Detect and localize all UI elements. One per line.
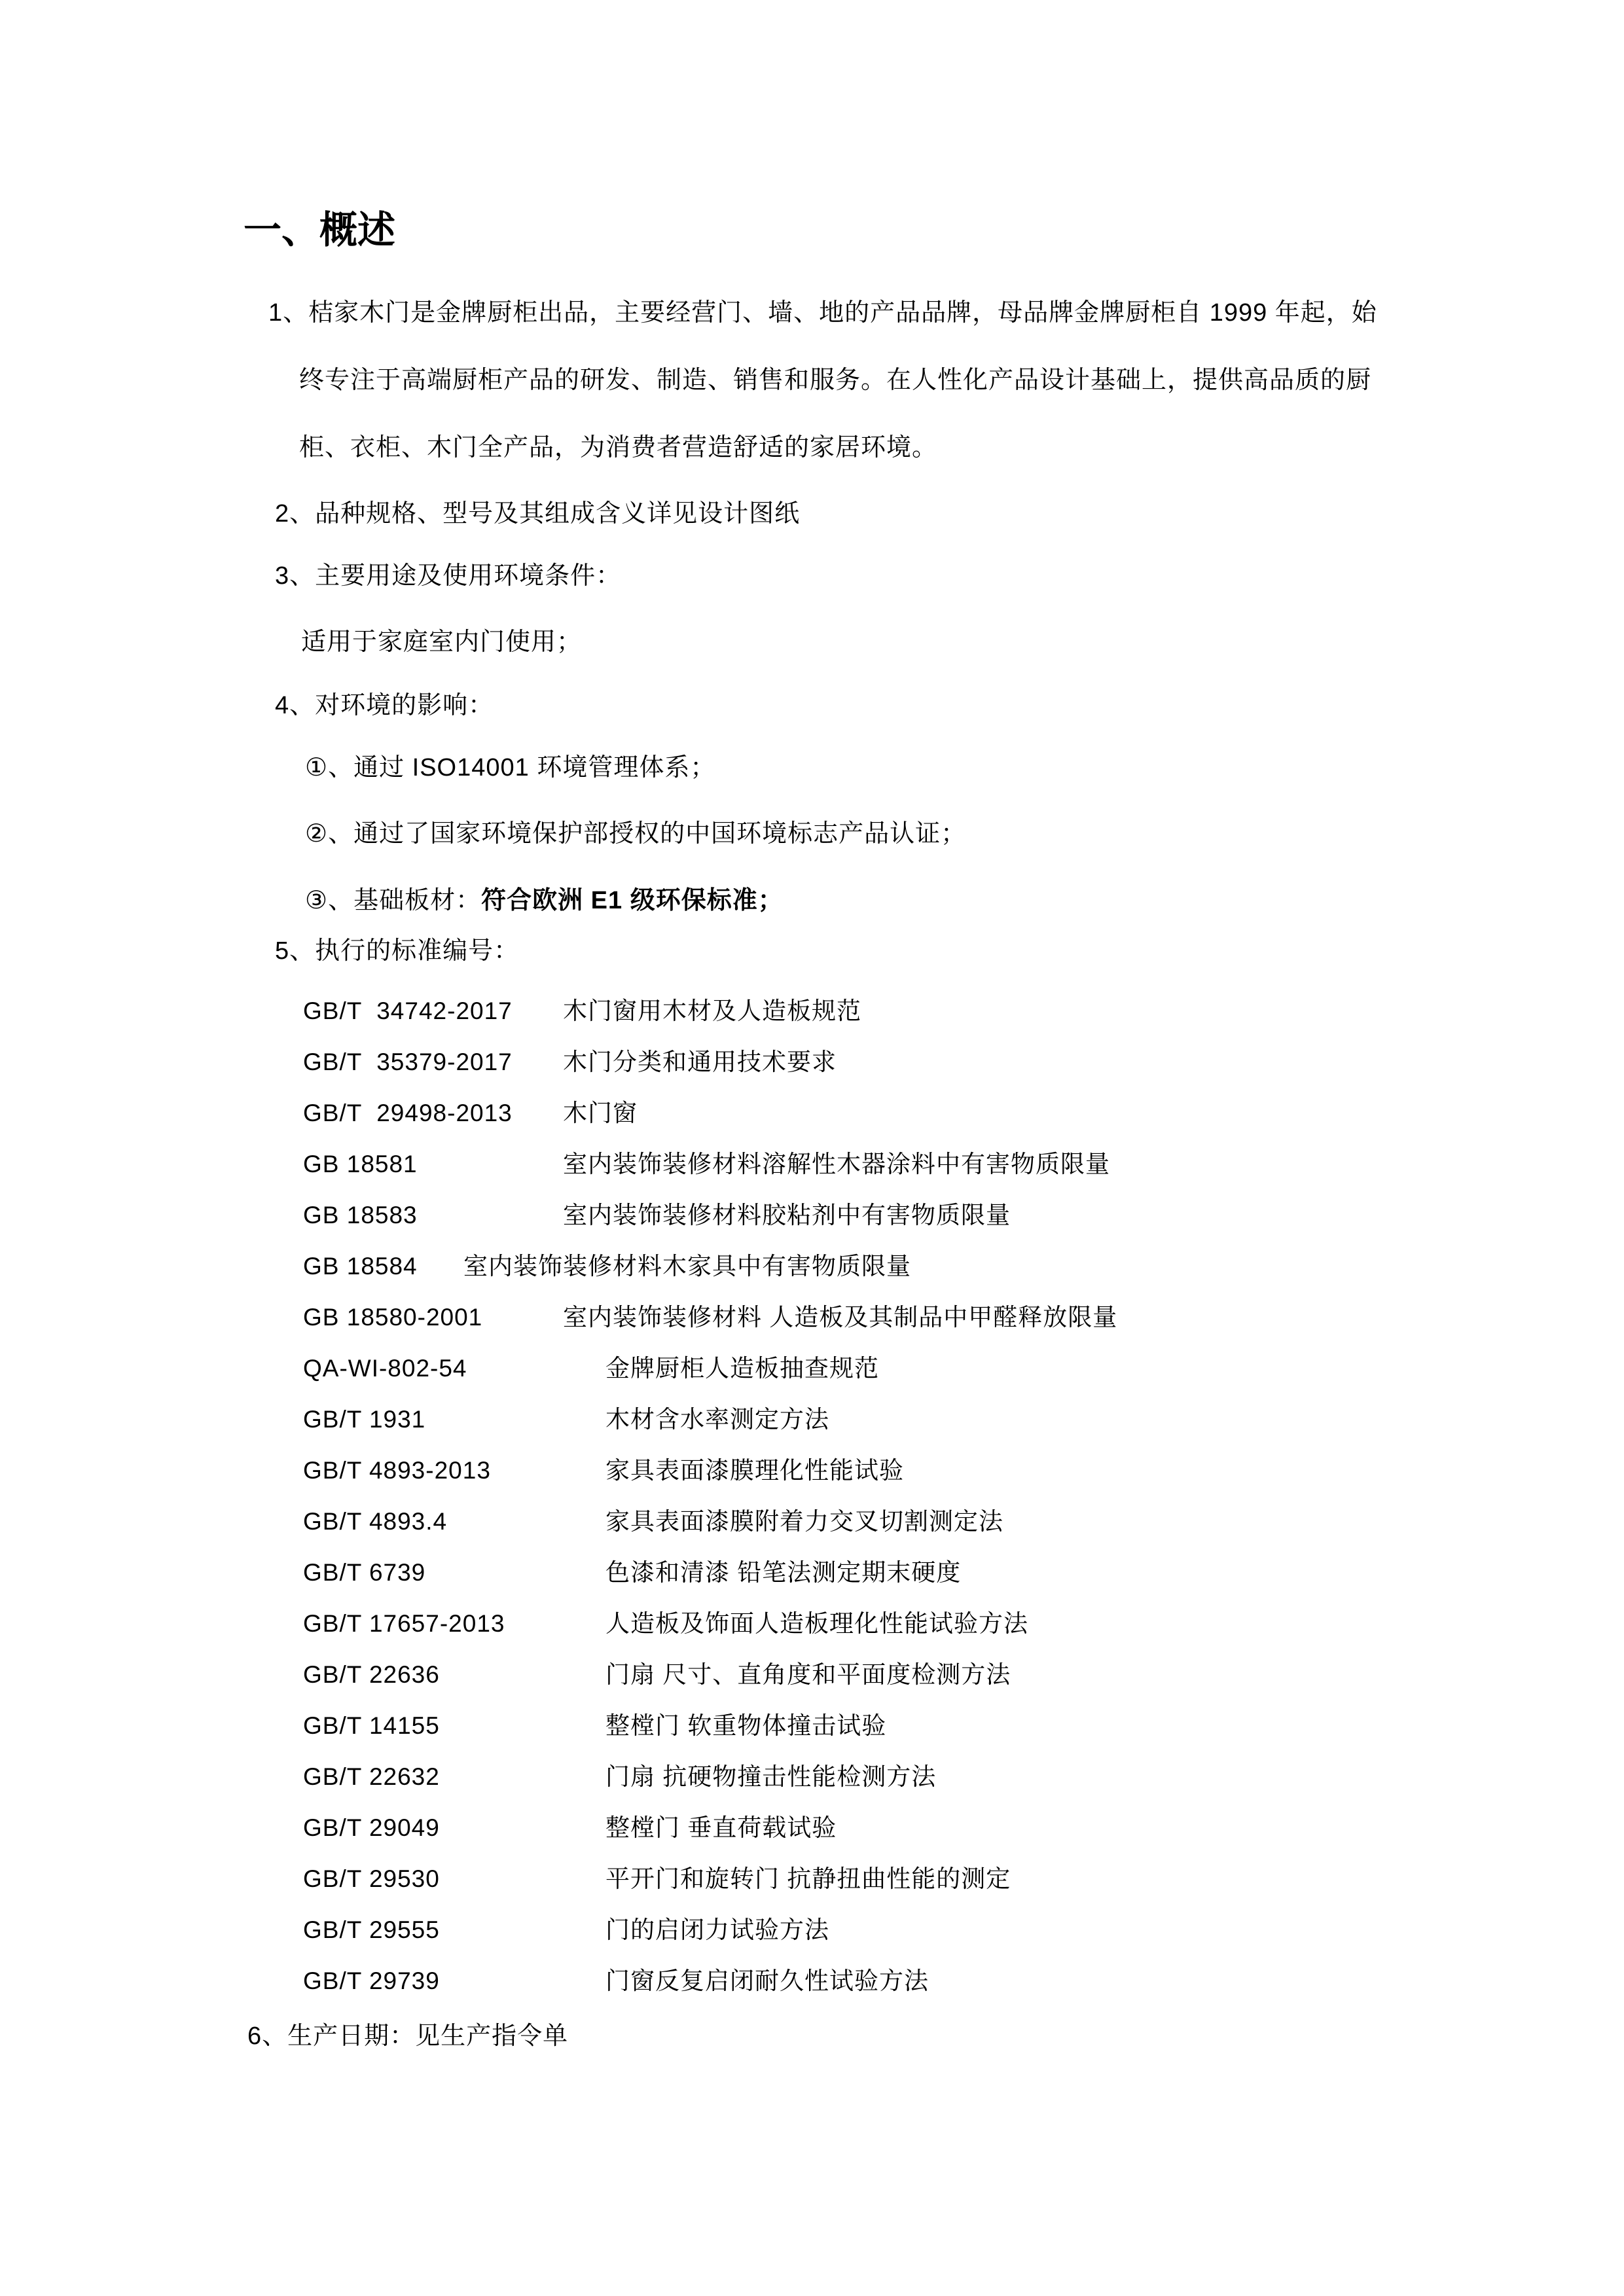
standard-desc: 色漆和清漆 铅笔法测定期末硬度: [605, 1559, 962, 1586]
standard-desc: 整樘门 软重物体撞击试验: [605, 1712, 887, 1739]
standard-desc: 家具表面漆膜理化性能试验: [605, 1457, 904, 1484]
item-3-number: 3、: [275, 562, 316, 590]
standard-desc: 金牌厨柜人造板抽查规范: [605, 1355, 879, 1382]
env-item-3-text: 基础板材：: [353, 887, 482, 914]
standard-row: [0, 1965, 1624, 1997]
env-item-3: [305, 885, 784, 916]
standard-row: [0, 996, 1624, 1027]
section-heading: 一、概述: [244, 209, 396, 251]
standard-row: [0, 1200, 1624, 1231]
standard-code: GB/T 6739: [303, 1559, 426, 1586]
standard-desc: 木门分类和通用技术要求: [563, 1049, 837, 1075]
standard-code: GB/T 29530: [303, 1865, 440, 1892]
standard-code: GB/T 29555: [303, 1916, 440, 1943]
standard-code: GB/T 34742-2017: [303, 997, 513, 1024]
standard-code: GB/T 4893.4: [303, 1508, 448, 1535]
env-item-2: [305, 818, 966, 850]
standard-code: GB/T 1931: [303, 1406, 426, 1433]
standard-desc: 门扇 抗硬物撞击性能检测方法: [605, 1763, 937, 1790]
standard-code: GB/T 22632: [303, 1763, 440, 1790]
item-5-text: 执行的标准编号：: [315, 937, 520, 965]
standard-code: QA-WI-802-54: [303, 1355, 467, 1382]
env-item-3-bold-text: 符合欧洲 E1 级环保标准；: [481, 887, 784, 914]
standard-desc: 室内装饰装修材料 人造板及其制品中甲醛释放限量: [563, 1304, 1118, 1331]
item-1-line-1: [268, 297, 1377, 329]
standard-row: [0, 1557, 1624, 1588]
env-item-1-text: 通过 ISO14001 环境管理体系；: [353, 754, 716, 781]
item-2-text: 品种规格、型号及其组成含义详见设计图纸: [315, 500, 801, 528]
standard-desc: 整樘门 垂直荷载试验: [605, 1814, 837, 1841]
standard-code: GB/T 17657-2013: [303, 1610, 505, 1637]
standard-row: [0, 1098, 1624, 1129]
standard-desc: 木门窗用木材及人造板规范: [563, 997, 861, 1024]
standard-desc: 木门窗: [563, 1100, 638, 1126]
standard-row: [0, 1914, 1624, 1946]
standard-code: GB 18580-2001: [303, 1304, 483, 1331]
item-2-number: 2、: [275, 500, 316, 528]
item-4: [275, 690, 494, 721]
standard-desc: 木材含水率测定方法: [605, 1406, 829, 1433]
item-4-text: 对环境的影响：: [315, 692, 494, 719]
standard-desc: 门窗反复启闭耐久性试验方法: [605, 1967, 929, 1994]
item-6: [247, 2020, 568, 2052]
standard-code: GB/T 29739: [303, 1967, 440, 1994]
item-1-number: 1、: [268, 299, 309, 327]
env-item-2-text: 通过了国家环境保护部授权的中国环境标志产品认证；: [353, 820, 967, 848]
standard-desc: 人造板及饰面人造板理化性能试验方法: [605, 1610, 1028, 1637]
standard-row: [0, 1710, 1624, 1742]
item-5: [275, 935, 519, 967]
standard-row: [0, 1863, 1624, 1895]
standard-code: GB 18581: [303, 1151, 418, 1177]
item-3-sub-line: 适用于家庭室内门使用；: [301, 628, 583, 656]
standard-row: [0, 1404, 1624, 1435]
standard-desc: 平开门和旋转门 抗静扭曲性能的测定: [605, 1865, 1011, 1892]
standard-row: [0, 1047, 1624, 1078]
standard-row: [0, 1251, 1624, 1282]
standard-row: [0, 1812, 1624, 1844]
standard-row: [0, 1659, 1624, 1691]
item-4-number: 4、: [275, 692, 316, 719]
env-item-1-number: ①、: [305, 754, 354, 781]
item-1-text-line-1: 桔家木门是金牌厨柜出品，主要经营门、墙、地的产品品牌，母品牌金牌厨柜自 1999 年起，始: [308, 299, 1377, 327]
standard-row: [0, 1353, 1624, 1384]
standard-row: [0, 1506, 1624, 1537]
standard-code: GB/T 35379-2017: [303, 1049, 513, 1075]
standard-code: GB/T 29049: [303, 1814, 440, 1841]
standard-code: GB 18583: [303, 1202, 418, 1229]
standard-row: [0, 1455, 1624, 1486]
item-5-number: 5、: [275, 937, 316, 965]
standard-row: [0, 1608, 1624, 1640]
standard-desc: 室内装饰装修材料木家具中有害物质限量: [463, 1253, 911, 1280]
item-6-number: 6、: [247, 2022, 288, 2050]
env-item-3-number: ③、: [305, 887, 354, 914]
item-2: [275, 498, 800, 529]
item-6-text: 生产日期：见生产指令单: [287, 2022, 569, 2050]
env-item-1: [305, 752, 715, 783]
standard-code: GB/T 29498-2013: [303, 1100, 513, 1126]
standard-row: [0, 1149, 1624, 1180]
item-3-text: 主要用途及使用环境条件：: [315, 562, 622, 590]
standard-code: GB/T 22636: [303, 1661, 440, 1688]
env-item-2-number: ②、: [305, 820, 354, 848]
standard-desc: 门的启闭力试验方法: [605, 1916, 829, 1943]
standard-code: GB 18584: [303, 1253, 418, 1280]
standard-desc: 室内装饰装修材料胶粘剂中有害物质限量: [563, 1202, 1011, 1229]
item-1-line-2: 终专注于高端厨柜产品的研发、制造、销售和服务。在人性化产品设计基础上，提供高品质的厨: [299, 367, 1372, 394]
standard-desc: 室内装饰装修材料溶解性木器涂料中有害物质限量: [563, 1151, 1110, 1177]
standard-row: [0, 1761, 1624, 1793]
standard-desc: 家具表面漆膜附着力交叉切割测定法: [605, 1508, 1003, 1535]
standard-code: GB/T 4893-2013: [303, 1457, 491, 1484]
standard-row: [0, 1302, 1624, 1333]
standard-desc: 门扇 尺寸、直角度和平面度检测方法: [605, 1661, 1011, 1688]
item-1-line-3: 柜、衣柜、木门全产品，为消费者营造舒适的家居环境。: [299, 434, 938, 461]
standard-code: GB/T 14155: [303, 1712, 440, 1739]
item-3: [275, 560, 621, 592]
